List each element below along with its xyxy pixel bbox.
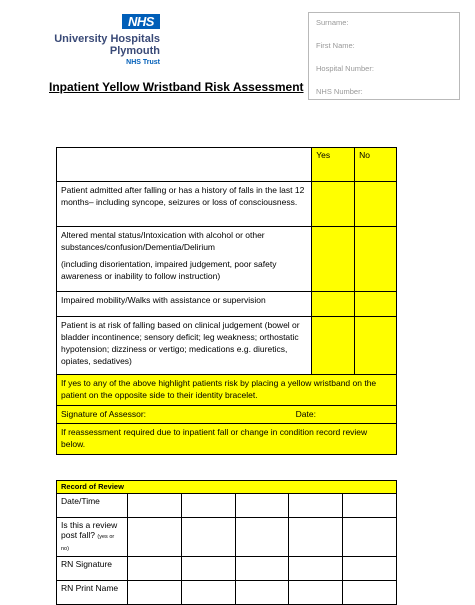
review-row-post-fall (57, 518, 397, 557)
criterion-mobility: Impaired mobility/Walks with assistance or supervision (57, 292, 312, 317)
criterion-mental-status-main: Altered mental status/Intoxication with alcohol or other substances/confusion/Dementia/Delirium (61, 230, 265, 252)
yes-checkbox-clinical-judgement[interactable] (312, 317, 355, 375)
record-of-review-table (56, 480, 397, 605)
review-header: Record of Review (57, 481, 397, 494)
no-checkbox-mobility[interactable] (355, 292, 397, 317)
review-cell[interactable] (235, 518, 289, 557)
review-cell[interactable] (289, 518, 343, 557)
reassessment-note: If reassessment required due to inpatient fall or change in condition record review below. (57, 424, 397, 455)
trust-name-line-1: University Hospitals (54, 33, 160, 45)
table-header-row (57, 148, 397, 182)
nhs-logo (54, 14, 160, 66)
review-label-rn-print-name: RN Print Name (57, 581, 128, 605)
nhs-number-field[interactable]: NHS Number: (316, 87, 363, 96)
review-row-rn-signature (57, 557, 397, 581)
review-cell[interactable] (235, 581, 289, 605)
criterion-clinical-judgement: Patient is at risk of falling based on clinical judgement (bowel or bladder incontinence; sensory deficit; leg weakness; orthostatic hypotension; dizziness or vertigo; medications e.g. diuretics, opiates, sedatives) (57, 317, 312, 375)
review-cell[interactable] (235, 557, 289, 581)
yes-checkbox-falls[interactable] (312, 182, 355, 227)
reassessment-row (57, 424, 397, 455)
no-checkbox-mental-status[interactable] (355, 227, 397, 292)
no-checkbox-falls[interactable] (355, 182, 397, 227)
review-cell[interactable] (181, 518, 235, 557)
review-label-rn-signature: RN Signature (57, 557, 128, 581)
hospital-number-field[interactable]: Hospital Number: (316, 64, 374, 73)
review-cell[interactable] (343, 518, 397, 557)
criterion-mental-status (57, 227, 312, 292)
yes-checkbox-mental-status[interactable] (312, 227, 355, 292)
signature-row (57, 406, 397, 424)
review-label-date-time: Date/Time (57, 494, 128, 518)
patient-details-box (308, 12, 460, 100)
surname-field[interactable]: Surname: (316, 18, 349, 27)
review-cell[interactable] (127, 581, 181, 605)
criterion-falls: Patient admitted after falling or has a history of falls in the last 12 months– including syncope, seizures or loss of consciousness. (57, 182, 312, 227)
page-title: Inpatient Yellow Wristband Risk Assessment (49, 80, 304, 94)
review-row-rn-print-name (57, 581, 397, 605)
yes-column-header: Yes (312, 148, 355, 182)
review-cell[interactable] (289, 557, 343, 581)
no-checkbox-clinical-judgement[interactable] (355, 317, 397, 375)
review-post-fall-note: (yes or no) (61, 534, 115, 552)
review-cell[interactable] (181, 557, 235, 581)
review-cell[interactable] (343, 494, 397, 518)
instruction-row (57, 375, 397, 406)
trust-name-line-3: NHS Trust (126, 59, 160, 66)
criterion-row-falls (57, 182, 397, 227)
review-post-fall-label: Is this a review post fall? (61, 520, 118, 540)
review-cell[interactable] (235, 494, 289, 518)
blank-header-cell (57, 148, 312, 182)
criterion-mental-status-detail: (including disorientation, impaired judgement, poor safety awareness or inability to follow instruction) (61, 259, 277, 281)
criterion-row-mobility (57, 292, 397, 317)
criterion-row-mental-status (57, 227, 397, 292)
review-cell[interactable] (127, 494, 181, 518)
assessor-signature-label: Signature of Assessor: (61, 409, 147, 419)
wristband-instruction: If yes to any of the above highlight patients risk by placing a yellow wristband on the patient on the opposite side to their identity bracelet. (57, 375, 397, 406)
review-cell[interactable] (127, 518, 181, 557)
review-cell[interactable] (127, 557, 181, 581)
review-cell[interactable] (181, 494, 235, 518)
yes-checkbox-mobility[interactable] (312, 292, 355, 317)
review-cell[interactable] (343, 557, 397, 581)
assessment-date-label: Date: (295, 409, 316, 419)
review-cell[interactable] (343, 581, 397, 605)
review-cell[interactable] (289, 494, 343, 518)
nhs-badge: NHS (122, 14, 160, 29)
no-column-header: No (355, 148, 397, 182)
review-row-date-time (57, 494, 397, 518)
first-name-field[interactable]: First Name: (316, 41, 355, 50)
review-cell[interactable] (289, 581, 343, 605)
assessor-signature-cell[interactable] (57, 406, 397, 424)
trust-name-line-2: Plymouth (109, 45, 160, 57)
criterion-row-clinical-judgement (57, 317, 397, 375)
review-cell[interactable] (181, 581, 235, 605)
risk-assessment-table (56, 147, 397, 455)
review-label-post-fall (57, 518, 128, 557)
review-header-row (57, 481, 397, 494)
